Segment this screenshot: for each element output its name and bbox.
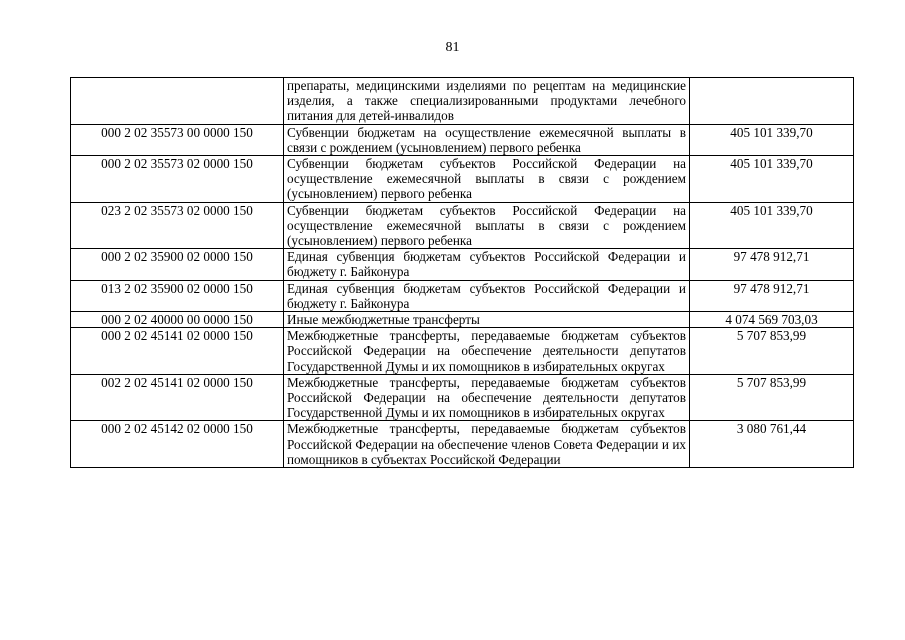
table-row — [71, 249, 854, 280]
description-cell: Единая субвенция бюджетам субъектов Российской Федерации и бюджету г. Байконура — [284, 280, 690, 311]
description-cell: Иные межбюджетные трансферты — [284, 312, 690, 328]
description-cell: Единая субвенция бюджетам субъектов Российской Федерации и бюджету г. Байконура — [284, 249, 690, 280]
description-cell: препараты, медицинскими изделиями по рецептам на медицинские изделия, а также специализированными продуктами лечебного питания для детей-инвалидов — [284, 78, 690, 125]
table-row — [71, 421, 854, 468]
table-row — [71, 280, 854, 311]
table-row — [71, 124, 854, 155]
amount-cell: 5 707 853,99 — [690, 374, 854, 421]
amount-cell: 4 074 569 703,03 — [690, 312, 854, 328]
amount-cell: 405 101 339,70 — [690, 156, 854, 203]
budget-code-cell: 000 2 02 35573 02 0000 150 — [71, 156, 284, 203]
budget-code-cell: 000 2 02 45141 02 0000 150 — [71, 328, 284, 375]
table-row — [71, 328, 854, 375]
page-number: 81 — [445, 40, 460, 55]
table-row — [71, 312, 854, 328]
amount-cell — [690, 78, 854, 125]
table-row — [71, 156, 854, 203]
amount-cell: 97 478 912,71 — [690, 249, 854, 280]
budget-code-cell: 023 2 02 35573 02 0000 150 — [71, 202, 284, 249]
budget-code-cell: 013 2 02 35900 02 0000 150 — [71, 280, 284, 311]
description-cell: Межбюджетные трансферты, передаваемые бюджетам субъектов Российской Федерации на обеспечение деятельности депутатов Государственной Думы и их помощников в избирательных округах — [284, 328, 690, 375]
budget-code-cell: 000 2 02 35900 02 0000 150 — [71, 249, 284, 280]
table-row — [71, 78, 854, 125]
budget-code-cell: 000 2 02 45142 02 0000 150 — [71, 421, 284, 468]
budget-code-cell: 000 2 02 40000 00 0000 150 — [71, 312, 284, 328]
amount-cell: 5 707 853,99 — [690, 328, 854, 375]
description-cell: Межбюджетные трансферты, передаваемые бюджетам субъектов Российской Федерации на обеспечение деятельности депутатов Государственной Думы и их помощников в избирательных округах — [284, 374, 690, 421]
budget-code-cell: 000 2 02 35573 00 0000 150 — [71, 124, 284, 155]
description-cell: Субвенции бюджетам субъектов Российской Федерации на осуществление ежемесячной выплаты в связи с рождением (усыновлением) первого ребенка — [284, 202, 690, 249]
description-cell: Межбюджетные трансферты, передаваемые бюджетам субъектов Российской Федерации на обеспечение членов Совета Федерации и их помощников в субъектах Российской Федерации — [284, 421, 690, 468]
description-cell: Субвенции бюджетам субъектов Российской Федерации на осуществление ежемесячной выплаты в связи с рождением (усыновлением) первого ребенка — [284, 156, 690, 203]
budget-code-cell: 002 2 02 45141 02 0000 150 — [71, 374, 284, 421]
description-cell: Субвенции бюджетам на осуществление ежемесячной выплаты в связи с рождением (усыновлением) первого ребенка — [284, 124, 690, 155]
table-row — [71, 202, 854, 249]
amount-cell: 405 101 339,70 — [690, 202, 854, 249]
amount-cell: 405 101 339,70 — [690, 124, 854, 155]
budget-code-cell — [71, 78, 284, 125]
amount-cell: 3 080 761,44 — [690, 421, 854, 468]
amount-cell: 97 478 912,71 — [690, 280, 854, 311]
budget-table — [70, 77, 854, 468]
table-row — [71, 374, 854, 421]
